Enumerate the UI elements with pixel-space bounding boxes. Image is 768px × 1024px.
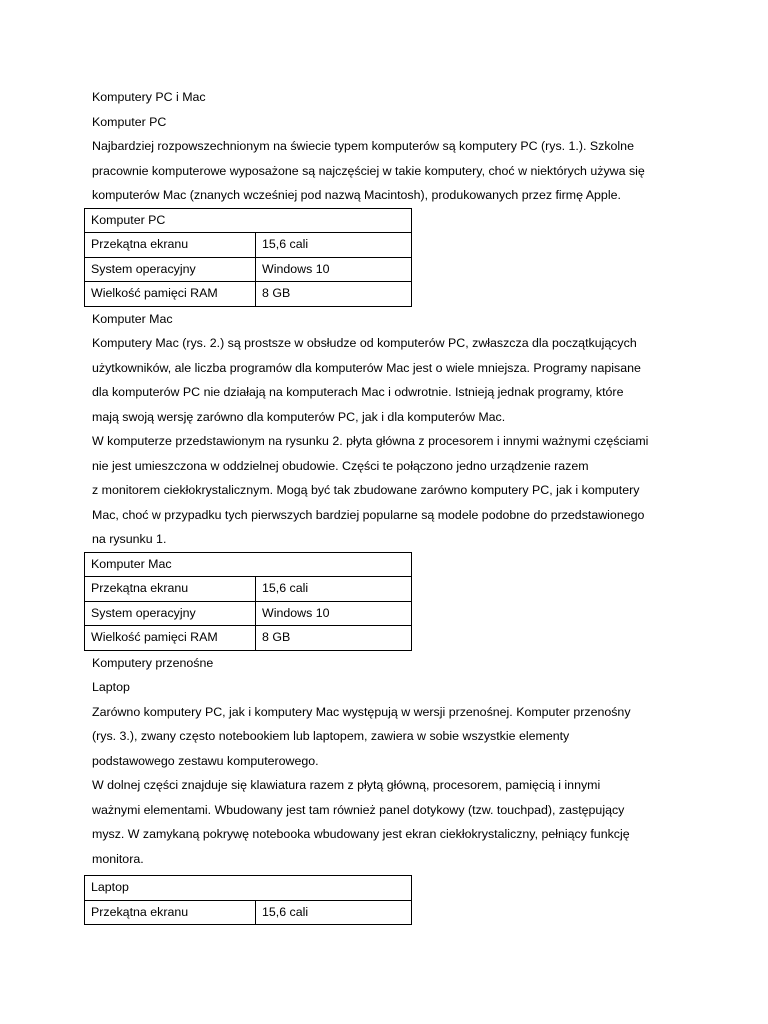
table-row <box>85 601 412 626</box>
paragraph-laptop-intro <box>92 700 692 774</box>
paragraph-line: komputerów Mac (znanych wcześniej pod nazwą Macintosh), produkowanych przez firmę Apple. <box>92 188 621 202</box>
document-page <box>92 85 692 925</box>
paragraph-line: Najbardziej rozpowszechnionym na świecie typem komputerów są komputery PC (rys. 1.). Szkolne <box>92 139 634 153</box>
table-cell-label: System operacyjny <box>85 601 256 626</box>
paragraph-line: z monitorem ciekłokrystalicznym. Mogą być tak zbudowane zarówno komputery PC, jak i komputery <box>92 483 640 497</box>
table-row <box>85 900 412 925</box>
table-cell-label: Przekątna ekranu <box>85 900 256 925</box>
document-title: Komputery PC i Mac <box>92 90 206 104</box>
table-header-row <box>85 876 412 901</box>
paragraph-line: Zarówno komputery PC, jak i komputery Mac występują w wersji przenośnej. Komputer przenośny <box>92 704 631 719</box>
table-row <box>85 577 412 602</box>
table-cell-value: Windows 10 <box>256 257 412 282</box>
table-header-row <box>85 552 412 577</box>
paragraph-line: W dolnej części znajduje się klawiatura razem z płytą główną, procesorem, pamięcią i innymi <box>92 778 601 792</box>
paragraph-line: użytkowników, ale liczba programów dla komputerów Mac jest o wiele mniejsza. Programy napisane <box>92 360 641 375</box>
paragraph-line: dla komputerów PC nie działają na komputerach Mac i odwrotnie. Istnieją jednak programy, które <box>92 385 624 399</box>
paragraph-line: mysz. W zamykaną pokrywę notebooka wbudowany jest ekran ciekłokrystaliczny, pełniący funkcję <box>92 827 630 841</box>
table-cell-value: 15,6 cali <box>256 233 412 258</box>
paragraph-line: Mac, choć w przypadku tych pierwszych bardziej popularne są modele podobne do przedstawionego <box>92 507 645 522</box>
table-cell-value: 8 GB <box>256 282 412 307</box>
table-row <box>85 626 412 651</box>
paragraph-line: pracownie komputerowe wyposażone są najczęściej w takie komputery, choć w niektórych używa się <box>92 163 645 178</box>
paragraph-line: na rysunku 1. <box>92 532 167 546</box>
table-row <box>85 257 412 282</box>
table-cell-label: System operacyjny <box>85 257 256 282</box>
table-cell-value: Windows 10 <box>256 601 412 626</box>
table-cell-value: 15,6 cali <box>256 900 412 925</box>
table-cell-label: Przekątna ekranu <box>85 577 256 602</box>
paragraph-laptop-details <box>92 773 692 871</box>
paragraph-mac-intro <box>92 331 692 429</box>
heading-komputery-przenosne: Komputery przenośne <box>92 655 214 670</box>
heading-komputer-pc: Komputer PC <box>92 114 167 129</box>
table-header-row <box>85 208 412 233</box>
paragraph-line: W komputerze przedstawionym na rysunku 2. płyta główna z procesorem i innymi ważnymi częściami <box>92 434 649 448</box>
paragraph-line: nie jest umieszczona w oddzielnej obudowie. Części te połączono jedno urządzenie razem <box>92 458 589 473</box>
table-row <box>85 282 412 307</box>
paragraph-line: Komputery Mac (rys. 2.) są prostsze w obsłudze od komputerów PC, zwłaszcza dla początkujących <box>92 336 637 350</box>
table-komputer-pc <box>84 208 412 307</box>
table-header-cell: Laptop <box>85 876 412 901</box>
table-header-cell: Komputer PC <box>85 208 412 233</box>
table-laptop <box>84 875 412 925</box>
table-komputer-mac <box>84 552 412 651</box>
paragraph-line: ważnymi elementami. Wbudowany jest tam również panel dotykowy (tzw. touchpad), zastępujący <box>92 802 625 817</box>
paragraph-mac-details <box>92 429 692 552</box>
paragraph-line: podstawowego zestawu komputerowego. <box>92 753 319 768</box>
table-header-cell: Komputer Mac <box>85 552 412 577</box>
heading-komputer-mac: Komputer Mac <box>92 311 173 326</box>
paragraph-line: mają swoją wersję zarówno dla komputerów PC, jak i dla komputerów Mac. <box>92 409 506 424</box>
table-cell-label: Wielkość pamięci RAM <box>85 282 256 307</box>
paragraph-pc-intro <box>92 134 692 208</box>
table-cell-label: Przekątna ekranu <box>85 233 256 258</box>
paragraph-line: (rys. 3.), zwany często notebookiem lub laptopem, zawiera w sobie wszystkie elementy <box>92 729 570 743</box>
table-row <box>85 233 412 258</box>
heading-laptop: Laptop <box>92 680 130 694</box>
paragraph-line: monitora. <box>92 851 144 866</box>
table-cell-value: 8 GB <box>256 626 412 651</box>
table-cell-label: Wielkość pamięci RAM <box>85 626 256 651</box>
table-cell-value: 15,6 cali <box>256 577 412 602</box>
